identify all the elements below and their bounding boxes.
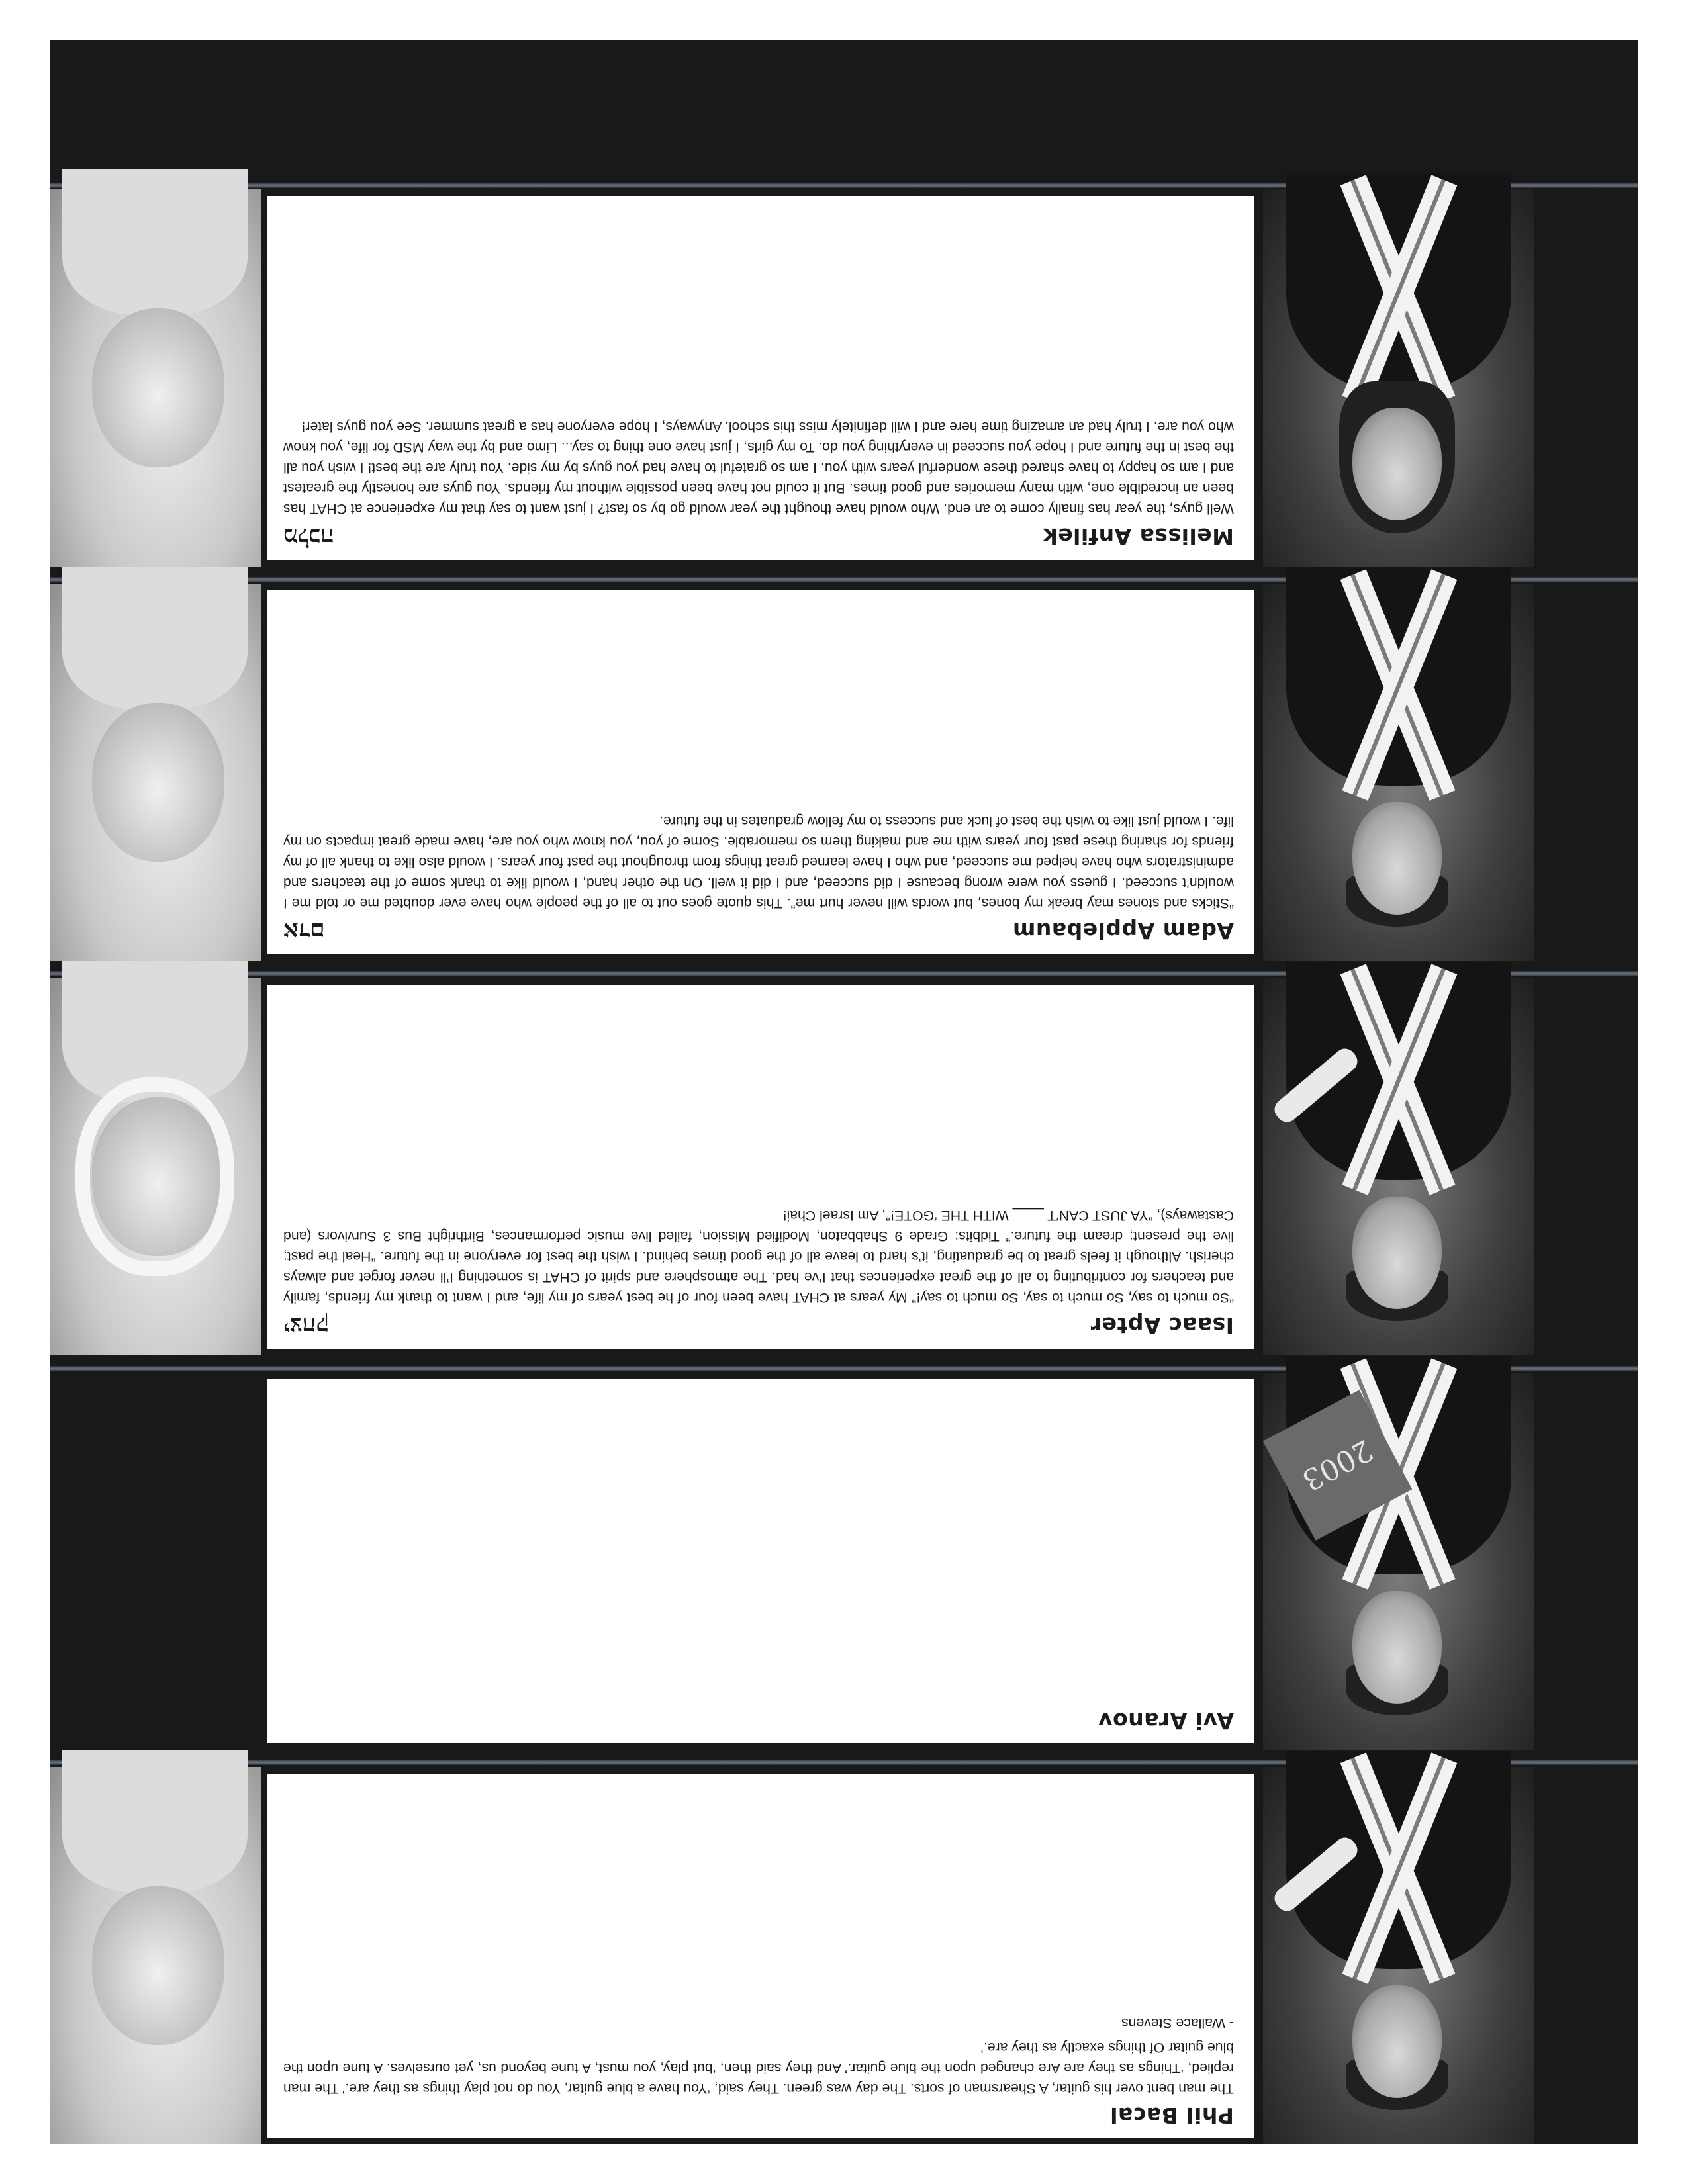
black-panel xyxy=(50,7,1638,2144)
child-body-shape xyxy=(62,169,248,315)
bio-box xyxy=(267,196,1254,560)
bio-box xyxy=(267,1774,1254,2138)
quote-attribution: - Wallace Stevens xyxy=(1121,2015,1234,2030)
face-shape xyxy=(1352,1197,1442,1309)
student-name: Isaac Apter xyxy=(1090,1312,1234,1338)
face-shape xyxy=(1352,408,1442,520)
student-quote: “So much to say, So much to say, So much to say!” My years at CHAT have been four of he best years of my life, and I want to thank my friends, family and teachers for contributing to all of the great experiences that I’ve had. The atmosphere and spirit of CHAT is something I’ll never forget and always cherish. Although it feels great to be graduating, it’s hard to leave all of the good times behind. I wish the best for everyone in the future. “Heal the past; live the present; dream the future.” Tidbits: Grade 9 Shabbaton, Modified Mission, failed live music performances, Birthright Bus 3 Survivors (and Castaways), “YA JUST CAN’T ____ WITH THE ‘GOTE!”, Am Israel Chai! xyxy=(283,1208,1234,1305)
child-face-shape xyxy=(92,1886,224,2045)
student-name: Melissa Anfilek xyxy=(1043,523,1234,549)
student-name: Adam Applebaum xyxy=(1012,918,1234,944)
name-row xyxy=(283,2103,1234,2128)
student-quote: Well guys, the year has finally come to an end. Who would have thought the year would go by so fast? I just want to say that my experience at CHAT has been an incredible one, with many memories and good times. But it could not have been possible without my friends. You guys are honestly the greatest and I am so happy to have shared these wonderful years with you. I am so grateful to have had you guys by my side. You truly are the best! I wish you all the best in the future and I hope you succeed in everything you do. To my girls, I just have one thing to say... Limo and by the way MSD for life, you know who you are. I truly had an amazing time here and I will definitely miss this school. Anyways, I hope everyone has a great summer. See you guys later! xyxy=(283,419,1234,516)
face-shape xyxy=(1352,802,1442,915)
face-shape xyxy=(1352,1985,1442,2098)
name-row xyxy=(283,1312,1234,1340)
childhood-photo-empty xyxy=(50,1373,261,1750)
graduation-portrait xyxy=(1263,584,1534,961)
student-name: Phil Bacal xyxy=(1109,2103,1234,2128)
graduation-portrait xyxy=(1263,189,1534,567)
childhood-photo xyxy=(50,1767,261,2144)
student-quote: The man bent over his guitar, A Shearsman of sorts. The day was green. They said, ‘You have a blue guitar, You do not play things as they are.’ The man replied, ‘Things as they are Are changed upon the blue guitar.’ And they said then, ‘but play, you must, A tune beyond us, yet ourselves. A tune upon the blue guitar Of things exactly as they are.’ xyxy=(283,2040,1234,2096)
bio-box xyxy=(267,985,1254,1349)
graduation-portrait xyxy=(1263,978,1534,1355)
face-shape xyxy=(1352,1591,1442,1704)
graduation-portrait xyxy=(1263,1767,1534,2144)
child-body-shape xyxy=(62,564,248,709)
student-entry xyxy=(50,189,1638,567)
student-entry xyxy=(50,978,1638,1355)
student-name: Avi Aranov xyxy=(1098,1708,1234,1734)
child-face-shape xyxy=(92,703,224,862)
student-entry xyxy=(50,1767,1638,2144)
student-entry xyxy=(50,1373,1638,1750)
hebrew-name: אדם xyxy=(283,917,325,945)
child-body-shape xyxy=(62,1747,248,1893)
bio-box xyxy=(267,590,1254,954)
graduation-portrait xyxy=(1263,1373,1534,1750)
helmet-shape xyxy=(75,1077,234,1276)
childhood-photo xyxy=(50,978,261,1355)
name-row xyxy=(283,1708,1234,1734)
childhood-photo xyxy=(50,189,261,567)
yearbook-2003: 2003 xyxy=(1263,1390,1412,1541)
hebrew-name: יצחק xyxy=(283,1312,329,1340)
student-entry xyxy=(50,584,1638,961)
hebrew-name: מלכה xyxy=(283,523,334,551)
bio-box xyxy=(267,1379,1254,1743)
page-number: 134 xyxy=(58,7,115,42)
childhood-photo xyxy=(50,584,261,961)
name-row xyxy=(283,917,1234,945)
child-face-shape xyxy=(92,308,224,467)
student-quote: “Sticks and stones may break my bones, but words will never hurt me”. This quote goes out to all of the people who have ever doubted me or told me I wouldn’t succeed. I guess you were wrong because I did succeed, and I did it well. On the other hand, I would like to thank some of the teachers and administrators who have helped me succeed, and who I have learned great things from throughout the past four years. I would also like to thank all of my friends for sharing these past four years with me and making them so memorable. Some of you, you know who you are, have made great impacts on my life. I would just like to wish the best of luck and success to my fellow graduates in the future. xyxy=(283,813,1234,911)
name-row xyxy=(283,523,1234,551)
